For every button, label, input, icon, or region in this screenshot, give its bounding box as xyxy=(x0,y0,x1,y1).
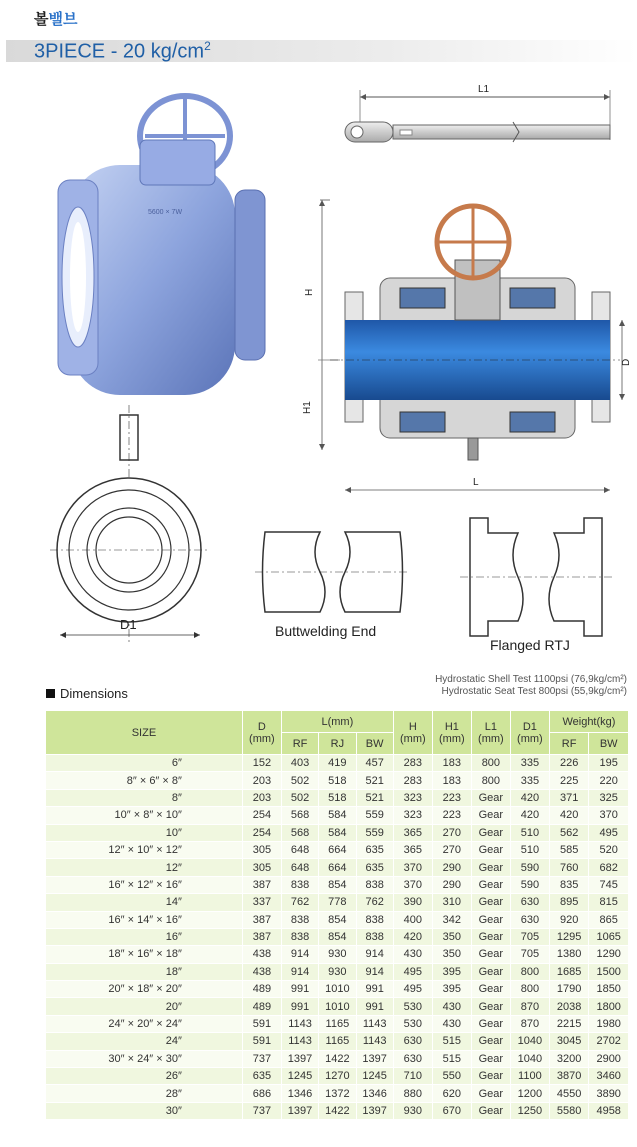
table-cell: 920 xyxy=(549,911,589,928)
table-cell: 12″ × 10″ × 12″ xyxy=(46,841,243,858)
table-cell: Gear xyxy=(471,1102,510,1119)
table-cell: 4550 xyxy=(549,1085,589,1102)
table-cell: 365 xyxy=(393,841,432,858)
table-cell: 350 xyxy=(432,946,471,963)
table-cell: 28″ xyxy=(46,1085,243,1102)
table-cell: 438 xyxy=(242,946,281,963)
table-cell: 1372 xyxy=(319,1085,356,1102)
table-cell: 495 xyxy=(393,963,432,980)
table-cell: 3200 xyxy=(549,1050,589,1067)
table-cell: 270 xyxy=(432,824,471,841)
table-cell: 515 xyxy=(432,1033,471,1050)
table-cell: 854 xyxy=(319,911,356,928)
header-weight-rf: RF xyxy=(549,733,589,755)
table-cell: 310 xyxy=(432,894,471,911)
table-cell: 521 xyxy=(356,789,393,806)
table-cell: 590 xyxy=(510,859,549,876)
handle-drawing xyxy=(345,84,610,142)
table-cell: 223 xyxy=(432,807,471,824)
table-cell: 24″ xyxy=(46,1033,243,1050)
table-cell: 400 xyxy=(393,911,432,928)
table-cell: 510 xyxy=(510,824,549,841)
end-view-drawing xyxy=(50,405,210,645)
table-cell: 365 xyxy=(393,824,432,841)
table-cell: 1500 xyxy=(589,963,629,980)
table-cell: 991 xyxy=(356,981,393,998)
table-cell: 591 xyxy=(242,1033,281,1050)
table-cell: 800 xyxy=(510,981,549,998)
table-cell: Gear xyxy=(471,1085,510,1102)
table-cell: 335 xyxy=(510,755,549,772)
table-cell: 710 xyxy=(393,1068,432,1085)
section-drawing xyxy=(302,200,632,493)
table-cell: 502 xyxy=(281,789,318,806)
table-cell: 305 xyxy=(242,841,281,858)
table-cell: 686 xyxy=(242,1085,281,1102)
table-cell: 630 xyxy=(510,911,549,928)
table-cell: 10″ × 8″ × 10″ xyxy=(46,807,243,824)
table-cell: 203 xyxy=(242,789,281,806)
table-cell: 585 xyxy=(549,841,589,858)
header-size: SIZE xyxy=(46,711,243,755)
table-cell: 762 xyxy=(281,894,318,911)
table-cell: 489 xyxy=(242,998,281,1015)
table-cell: 419 xyxy=(319,755,356,772)
table-cell: 635 xyxy=(356,859,393,876)
table-cell: 12″ xyxy=(46,859,243,876)
table-cell: 337 xyxy=(242,894,281,911)
table-cell: 4958 xyxy=(589,1102,629,1119)
table-cell: 584 xyxy=(319,824,356,841)
table-cell: 1245 xyxy=(356,1068,393,1085)
table-cell: 1397 xyxy=(281,1050,318,1067)
table-cell: Gear xyxy=(471,807,510,824)
table-row xyxy=(46,1068,629,1085)
table-cell: Gear xyxy=(471,911,510,928)
test-notes xyxy=(435,674,627,698)
table-cell: Gear xyxy=(471,1033,510,1050)
table-cell: 430 xyxy=(393,946,432,963)
table-cell: 16″ × 14″ × 16″ xyxy=(46,911,243,928)
table-cell: 420 xyxy=(510,789,549,806)
header-l1: L1 (mm) xyxy=(471,711,510,755)
table-cell: 335 xyxy=(510,772,549,789)
table-cell: 630 xyxy=(510,894,549,911)
table-cell: 387 xyxy=(242,876,281,893)
table-cell: 1065 xyxy=(589,928,629,945)
table-cell: Gear xyxy=(471,876,510,893)
svg-text:H1: H1 xyxy=(302,401,313,414)
table-cell: 1422 xyxy=(319,1050,356,1067)
svg-text:5600 × 7W: 5600 × 7W xyxy=(148,209,183,216)
header-d: D (mm) xyxy=(242,711,281,755)
table-cell: Gear xyxy=(471,824,510,841)
table-row xyxy=(46,911,629,928)
table-cell: 1250 xyxy=(510,1102,549,1119)
table-cell: 420 xyxy=(393,928,432,945)
table-cell: 225 xyxy=(549,772,589,789)
table-cell: 20″ × 18″ × 20″ xyxy=(46,981,243,998)
table-cell: 342 xyxy=(432,911,471,928)
table-cell: 914 xyxy=(356,963,393,980)
table-cell: 568 xyxy=(281,824,318,841)
table-cell: 648 xyxy=(281,859,318,876)
table-cell: 550 xyxy=(432,1068,471,1085)
table-cell: 838 xyxy=(281,928,318,945)
table-cell: 8″ × 6″ × 8″ xyxy=(46,772,243,789)
table-cell: 3045 xyxy=(549,1033,589,1050)
header-l-rj: RJ xyxy=(319,733,356,755)
table-cell: 635 xyxy=(242,1068,281,1085)
table-cell: 745 xyxy=(589,876,629,893)
table-cell: 1346 xyxy=(281,1085,318,1102)
table-cell: 152 xyxy=(242,755,281,772)
table-cell: 838 xyxy=(281,876,318,893)
table-cell: 390 xyxy=(393,894,432,911)
table-cell: 24″ × 20″ × 24″ xyxy=(46,1015,243,1032)
table-cell: 584 xyxy=(319,807,356,824)
table-row xyxy=(46,807,629,824)
table-cell: 515 xyxy=(432,1050,471,1067)
table-cell: 2900 xyxy=(589,1050,629,1067)
header-weight-bw: BW xyxy=(589,733,629,755)
table-cell: 16″ xyxy=(46,928,243,945)
seat-test-note: Hydrostatic Seat Test 800psi (55,9kg/cm²) xyxy=(441,686,627,697)
table-cell: 403 xyxy=(281,755,318,772)
table-cell: 914 xyxy=(356,946,393,963)
table-cell: 559 xyxy=(356,807,393,824)
table-cell: 305 xyxy=(242,859,281,876)
table-cell: 30″ × 24″ × 30″ xyxy=(46,1050,243,1067)
table-cell: 223 xyxy=(432,789,471,806)
table-row xyxy=(46,1033,629,1050)
table-cell: 387 xyxy=(242,911,281,928)
table-row xyxy=(46,824,629,841)
dimensions-table-body xyxy=(46,755,629,1120)
table-cell: 2702 xyxy=(589,1033,629,1050)
table-row xyxy=(46,1050,629,1067)
flanged-caption: Flanged RTJ xyxy=(490,637,570,653)
table-cell: 195 xyxy=(589,755,629,772)
table-cell: 1143 xyxy=(281,1015,318,1032)
table-cell: 930 xyxy=(319,946,356,963)
table-cell: 1165 xyxy=(319,1033,356,1050)
valve-photo xyxy=(58,96,265,395)
table-cell: 1380 xyxy=(549,946,589,963)
table-cell: 420 xyxy=(510,807,549,824)
table-cell: 737 xyxy=(242,1050,281,1067)
buttwelding-end-drawing xyxy=(255,532,410,612)
table-cell: 520 xyxy=(589,841,629,858)
table-cell: 518 xyxy=(319,772,356,789)
table-row xyxy=(46,789,629,806)
table-cell: 705 xyxy=(510,946,549,963)
flanged-rtj-drawing xyxy=(460,518,612,636)
table-cell: 620 xyxy=(432,1085,471,1102)
table-cell: 1346 xyxy=(356,1085,393,1102)
table-cell: 203 xyxy=(242,772,281,789)
table-cell: 395 xyxy=(432,981,471,998)
table-cell: Gear xyxy=(471,928,510,945)
table-cell: 183 xyxy=(432,755,471,772)
table-cell: 590 xyxy=(510,876,549,893)
table-cell: 664 xyxy=(319,841,356,858)
table-cell: 283 xyxy=(393,772,432,789)
table-row xyxy=(46,772,629,789)
table-cell: 1100 xyxy=(510,1068,549,1085)
svg-text:L1: L1 xyxy=(478,84,490,95)
table-cell: 1295 xyxy=(549,928,589,945)
figures-area xyxy=(0,70,637,660)
table-row xyxy=(46,928,629,945)
table-cell: 895 xyxy=(549,894,589,911)
table-cell: 930 xyxy=(319,963,356,980)
table-row xyxy=(46,998,629,1015)
table-cell: 254 xyxy=(242,807,281,824)
table-cell: Gear xyxy=(471,789,510,806)
table-cell: 457 xyxy=(356,755,393,772)
table-cell: 420 xyxy=(549,807,589,824)
table-row xyxy=(46,1015,629,1032)
table-cell: 991 xyxy=(281,998,318,1015)
table-cell: 835 xyxy=(549,876,589,893)
table-cell: Gear xyxy=(471,841,510,858)
table-cell: 762 xyxy=(356,894,393,911)
table-cell: 760 xyxy=(549,859,589,876)
table-cell: 838 xyxy=(356,911,393,928)
table-cell: 438 xyxy=(242,963,281,980)
table-cell: 370 xyxy=(393,859,432,876)
table-cell: 430 xyxy=(432,1015,471,1032)
table-row xyxy=(46,859,629,876)
table-cell: 5580 xyxy=(549,1102,589,1119)
table-cell: 1040 xyxy=(510,1050,549,1067)
table-cell: 815 xyxy=(589,894,629,911)
table-cell: 991 xyxy=(281,981,318,998)
table-cell: 495 xyxy=(393,981,432,998)
category-title: 볼밸브 xyxy=(34,11,78,28)
table-cell: 1010 xyxy=(319,981,356,998)
table-cell: 800 xyxy=(471,755,510,772)
table-cell: 16″ × 12″ × 16″ xyxy=(46,876,243,893)
page-header xyxy=(0,0,637,70)
table-cell: 1685 xyxy=(549,963,589,980)
table-cell: Gear xyxy=(471,963,510,980)
valve-drawings xyxy=(0,70,637,660)
table-row xyxy=(46,755,629,772)
table-cell: Gear xyxy=(471,1068,510,1085)
table-cell: 254 xyxy=(242,824,281,841)
table-cell: 1010 xyxy=(319,998,356,1015)
table-cell: 14″ xyxy=(46,894,243,911)
table-cell: 26″ xyxy=(46,1068,243,1085)
table-cell: 283 xyxy=(393,755,432,772)
table-cell: 270 xyxy=(432,841,471,858)
bullet-square-icon xyxy=(46,689,55,698)
svg-text:D: D xyxy=(621,358,632,366)
table-cell: 880 xyxy=(393,1085,432,1102)
table-cell: Gear xyxy=(471,946,510,963)
dimensions-heading: Dimensions xyxy=(46,686,128,701)
table-cell: 495 xyxy=(589,824,629,841)
table-cell: Gear xyxy=(471,894,510,911)
svg-text:L: L xyxy=(473,477,479,488)
table-cell: 2038 xyxy=(549,998,589,1015)
table-cell: 18″ × 16″ × 18″ xyxy=(46,946,243,963)
table-cell: 350 xyxy=(432,928,471,945)
table-cell: 8″ xyxy=(46,789,243,806)
table-cell: 870 xyxy=(510,1015,549,1032)
table-cell: 18″ xyxy=(46,963,243,980)
table-cell: 290 xyxy=(432,876,471,893)
table-cell: 568 xyxy=(281,807,318,824)
table-cell: 325 xyxy=(589,789,629,806)
table-cell: 226 xyxy=(549,755,589,772)
table-cell: 854 xyxy=(319,876,356,893)
table-cell: 395 xyxy=(432,963,471,980)
table-cell: 630 xyxy=(393,1033,432,1050)
table-cell: 778 xyxy=(319,894,356,911)
table-cell: 1143 xyxy=(281,1033,318,1050)
table-cell: 10″ xyxy=(46,824,243,841)
dimensions-table xyxy=(45,710,629,1120)
table-cell: 530 xyxy=(393,1015,432,1032)
svg-text:H: H xyxy=(304,288,315,296)
table-cell: 1800 xyxy=(589,998,629,1015)
table-cell: 838 xyxy=(356,876,393,893)
table-cell: 1200 xyxy=(510,1085,549,1102)
table-row xyxy=(46,1102,629,1119)
table-cell: 1040 xyxy=(510,1033,549,1050)
table-row xyxy=(46,946,629,963)
table-cell: 6″ xyxy=(46,755,243,772)
table-cell: 991 xyxy=(356,998,393,1015)
table-cell: 323 xyxy=(393,789,432,806)
table-cell: 914 xyxy=(281,963,318,980)
table-cell: 3870 xyxy=(549,1068,589,1085)
table-cell: 30″ xyxy=(46,1102,243,1119)
table-cell: 635 xyxy=(356,841,393,858)
buttwelding-caption: Buttwelding End xyxy=(275,623,377,639)
table-cell: 430 xyxy=(432,998,471,1015)
table-row xyxy=(46,1085,629,1102)
header-l-rf: RF xyxy=(281,733,318,755)
table-cell: 562 xyxy=(549,824,589,841)
table-cell: 3890 xyxy=(589,1085,629,1102)
table-cell: 521 xyxy=(356,772,393,789)
table-cell: 670 xyxy=(432,1102,471,1119)
header-h1: H1 (mm) xyxy=(432,711,471,755)
table-cell: 489 xyxy=(242,981,281,998)
table-cell: 914 xyxy=(281,946,318,963)
table-cell: 510 xyxy=(510,841,549,858)
table-cell: 3460 xyxy=(589,1068,629,1085)
table-cell: 630 xyxy=(393,1050,432,1067)
header-weight: Weight(kg) xyxy=(549,711,628,733)
table-cell: Gear xyxy=(471,859,510,876)
table-cell: 290 xyxy=(432,859,471,876)
table-cell: 682 xyxy=(589,859,629,876)
table-cell: 838 xyxy=(356,928,393,945)
table-cell: 518 xyxy=(319,789,356,806)
table-cell: 2215 xyxy=(549,1015,589,1032)
table-cell: Gear xyxy=(471,998,510,1015)
table-cell: 664 xyxy=(319,859,356,876)
table-cell: 1270 xyxy=(319,1068,356,1085)
table-cell: 800 xyxy=(471,772,510,789)
table-cell: 1790 xyxy=(549,981,589,998)
header-l-bw: BW xyxy=(356,733,393,755)
table-cell: Gear xyxy=(471,1050,510,1067)
table-cell: 502 xyxy=(281,772,318,789)
table-cell: 1397 xyxy=(356,1050,393,1067)
table-cell: 1850 xyxy=(589,981,629,998)
table-cell: 1143 xyxy=(356,1033,393,1050)
table-cell: 371 xyxy=(549,789,589,806)
table-cell: 865 xyxy=(589,911,629,928)
svg-text:D1: D1 xyxy=(120,617,137,632)
table-cell: 20″ xyxy=(46,998,243,1015)
table-row xyxy=(46,894,629,911)
header-l: L(mm) xyxy=(281,711,393,733)
table-cell: 370 xyxy=(589,807,629,824)
table-cell: 387 xyxy=(242,928,281,945)
table-cell: 183 xyxy=(432,772,471,789)
table-cell: 220 xyxy=(589,772,629,789)
table-cell: 1165 xyxy=(319,1015,356,1032)
table-cell: 648 xyxy=(281,841,318,858)
table-cell: Gear xyxy=(471,981,510,998)
page-subtitle: 3PIECE - 20 $kg/cm^2$ xyxy=(34,39,211,63)
table-cell: 705 xyxy=(510,928,549,945)
table-cell: 323 xyxy=(393,807,432,824)
table-cell: 737 xyxy=(242,1102,281,1119)
header-h: H (mm) xyxy=(393,711,432,755)
shell-test-note: Hydrostatic Shell Test 1100psi (76,9kg/cm²) xyxy=(435,674,627,685)
table-cell: 1422 xyxy=(319,1102,356,1119)
table-cell: 930 xyxy=(393,1102,432,1119)
table-cell: 870 xyxy=(510,998,549,1015)
table-cell: 800 xyxy=(510,963,549,980)
table-cell: 1397 xyxy=(281,1102,318,1119)
table-row xyxy=(46,981,629,998)
table-cell: 1143 xyxy=(356,1015,393,1032)
table-cell: 838 xyxy=(281,911,318,928)
table-row xyxy=(46,876,629,893)
table-cell: 854 xyxy=(319,928,356,945)
table-cell: 370 xyxy=(393,876,432,893)
table-cell: 591 xyxy=(242,1015,281,1032)
header-d1: D1 (mm) xyxy=(510,711,549,755)
table-cell: 1397 xyxy=(356,1102,393,1119)
table-cell: Gear xyxy=(471,1015,510,1032)
table-row xyxy=(46,963,629,980)
table-cell: 1290 xyxy=(589,946,629,963)
table-cell: 1245 xyxy=(281,1068,318,1085)
table-cell: 530 xyxy=(393,998,432,1015)
table-cell: 559 xyxy=(356,824,393,841)
table-row xyxy=(46,841,629,858)
table-cell: 1980 xyxy=(589,1015,629,1032)
